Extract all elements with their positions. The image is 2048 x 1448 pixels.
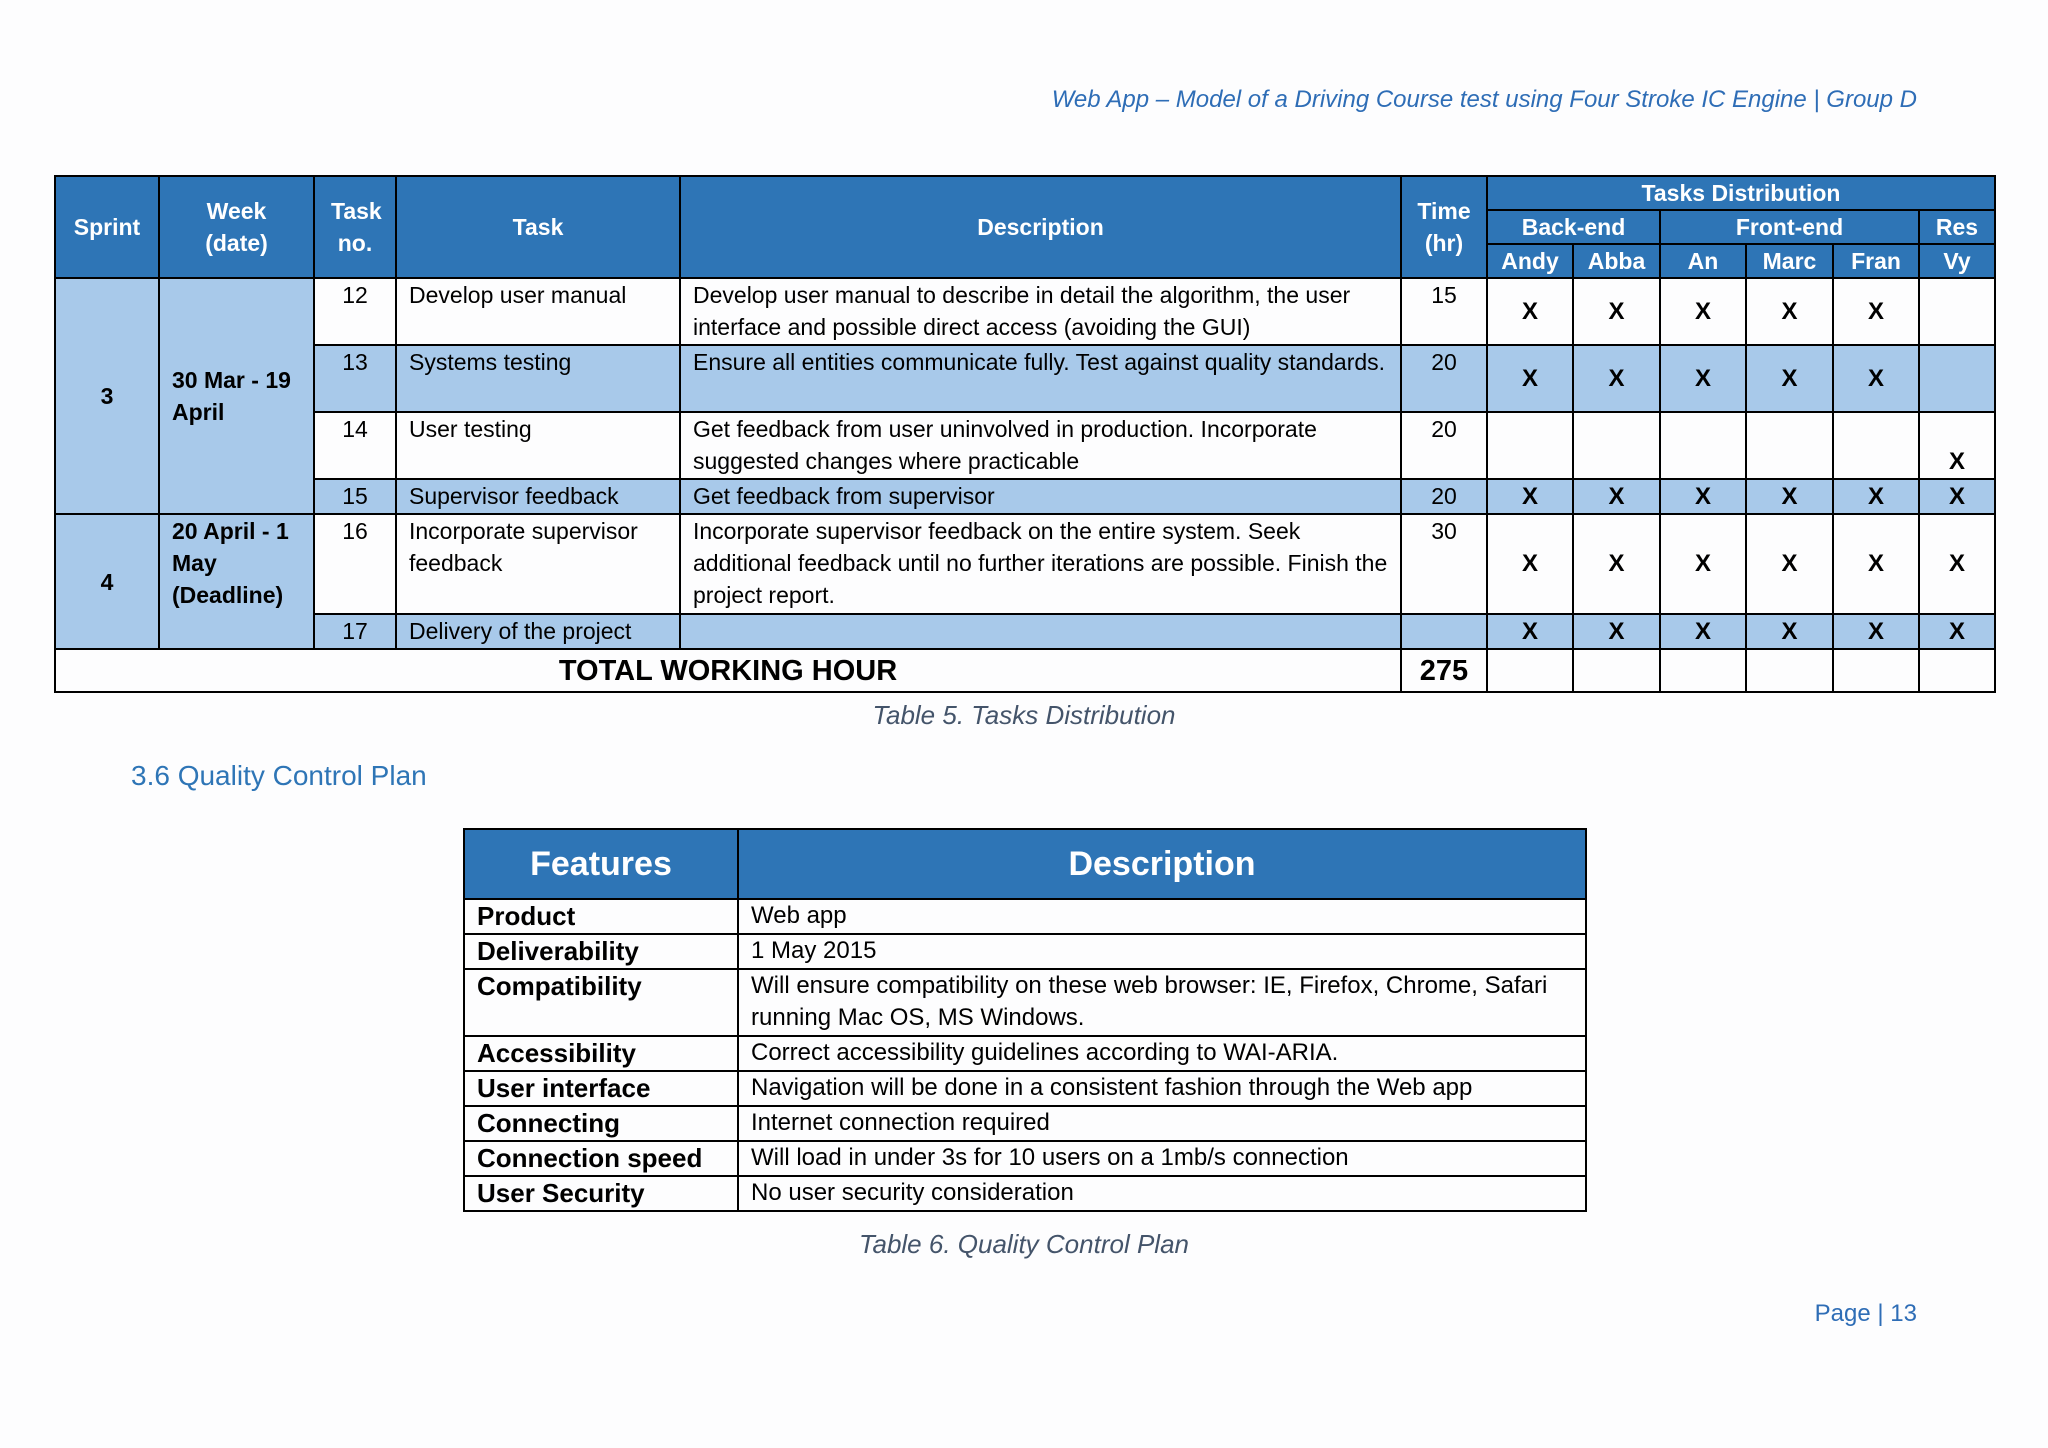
mark-cell: X bbox=[1746, 514, 1833, 614]
description-cell: Correct accessibility guidelines according to WAI-ARIA. bbox=[738, 1036, 1586, 1071]
mark-cell: X bbox=[1573, 514, 1660, 614]
member-vy: Vy bbox=[1919, 244, 1995, 278]
mark-cell bbox=[1833, 412, 1919, 479]
description-cell: Incorporate supervisor feedback on the entire system. Seek additional feedback until no further iterations are possible. Finish the project report. bbox=[680, 514, 1401, 614]
mark-cell: X bbox=[1487, 479, 1573, 514]
mark-cell: X bbox=[1746, 479, 1833, 514]
description-cell: Will load in under 3s for 10 users on a 1mb/s connection bbox=[738, 1141, 1586, 1176]
table-row bbox=[464, 1176, 1586, 1211]
header-backend: Back-end bbox=[1487, 210, 1660, 244]
mark-cell: X bbox=[1487, 514, 1573, 614]
mark-cell: X bbox=[1660, 479, 1746, 514]
mark-cell: X bbox=[1833, 479, 1919, 514]
mark-cell: X bbox=[1833, 278, 1919, 345]
empty-cell bbox=[1746, 649, 1833, 692]
section-heading: 3.6 Quality Control Plan bbox=[131, 760, 427, 791]
mark-cell bbox=[1660, 412, 1746, 479]
mark-cell: X bbox=[1919, 479, 1995, 514]
mark-cell: X bbox=[1833, 614, 1919, 649]
description-cell: Ensure all entities communicate fully. Test against quality standards. bbox=[680, 345, 1401, 412]
mark-cell: X bbox=[1487, 345, 1573, 412]
table-6-caption: Table 6. Quality Control Plan bbox=[858, 1229, 1189, 1259]
task-cell: Incorporate supervisor feedback bbox=[396, 514, 680, 614]
header-task: Task bbox=[396, 176, 680, 278]
member-an: An bbox=[1660, 244, 1746, 278]
quality-control-table bbox=[463, 828, 1587, 1212]
mark-cell: X bbox=[1746, 345, 1833, 412]
mark-cell: X bbox=[1573, 345, 1660, 412]
mark-cell: X bbox=[1833, 345, 1919, 412]
feature-cell: User interface bbox=[464, 1071, 738, 1106]
mark-cell: X bbox=[1660, 614, 1746, 649]
table-row bbox=[464, 1071, 1586, 1106]
mark-cell bbox=[1573, 412, 1660, 479]
member-marc: Marc bbox=[1746, 244, 1833, 278]
header-res: Res bbox=[1919, 210, 1995, 244]
time-cell: 15 bbox=[1401, 278, 1487, 345]
task-no-cell: 16 bbox=[314, 514, 396, 614]
feature-cell: Deliverability bbox=[464, 934, 738, 969]
table-row bbox=[55, 614, 1995, 649]
description-cell bbox=[680, 614, 1401, 649]
table-row bbox=[464, 969, 1586, 1036]
mark-cell: X bbox=[1919, 514, 1995, 614]
description-cell: No user security consideration bbox=[738, 1176, 1586, 1211]
mark-cell bbox=[1919, 278, 1995, 345]
header-frontend: Front-end bbox=[1660, 210, 1919, 244]
mark-cell: X bbox=[1919, 614, 1995, 649]
header-description: Description bbox=[680, 176, 1401, 278]
description-cell: 1 May 2015 bbox=[738, 934, 1586, 969]
description-cell: Navigation will be done in a consistent fashion through the Web app bbox=[738, 1071, 1586, 1106]
total-value: 275 bbox=[1401, 649, 1487, 692]
task-cell: Supervisor feedback bbox=[396, 479, 680, 514]
table-row bbox=[55, 479, 1995, 514]
running-header: Web App – Model of a Driving Course test using Four Stroke IC Engine | Group D bbox=[1051, 86, 1917, 113]
mark-cell bbox=[1487, 412, 1573, 479]
mark-cell: X bbox=[1746, 278, 1833, 345]
empty-cell bbox=[1487, 649, 1573, 692]
table-row bbox=[55, 278, 1995, 345]
task-no-cell: 13 bbox=[314, 345, 396, 412]
week-cell: 30 Mar - 19 April bbox=[159, 278, 314, 514]
mark-cell: X bbox=[1919, 412, 1995, 479]
table-row bbox=[464, 1141, 1586, 1176]
task-cell: Delivery of the project bbox=[396, 614, 680, 649]
time-cell: 20 bbox=[1401, 345, 1487, 412]
task-no-cell: 14 bbox=[314, 412, 396, 479]
description-cell: Get feedback from user uninvolved in production. Incorporate suggested changes where practicable bbox=[680, 412, 1401, 479]
mark-cell bbox=[1746, 412, 1833, 479]
feature-cell: Connection speed bbox=[464, 1141, 738, 1176]
mark-cell: X bbox=[1660, 514, 1746, 614]
header-tasks-distribution: Tasks Distribution bbox=[1487, 176, 1995, 210]
table-5-caption: Table 5. Tasks Distribution bbox=[872, 700, 1176, 730]
description-cell: Get feedback from supervisor bbox=[680, 479, 1401, 514]
feature-cell: Compatibility bbox=[464, 969, 738, 1036]
task-cell: Systems testing bbox=[396, 345, 680, 412]
mark-cell: X bbox=[1660, 345, 1746, 412]
table-row bbox=[464, 899, 1586, 934]
mark-cell: X bbox=[1487, 614, 1573, 649]
table-row bbox=[55, 412, 1995, 479]
description-cell: Internet connection required bbox=[738, 1106, 1586, 1141]
empty-cell bbox=[1833, 649, 1919, 692]
member-abba: Abba bbox=[1573, 244, 1660, 278]
time-cell bbox=[1401, 614, 1487, 649]
description-cell: Will ensure compatibility on these web browser: IE, Firefox, Chrome, Safari running Mac OS, MS Windows. bbox=[738, 969, 1586, 1036]
sprint-cell: 4 bbox=[55, 514, 159, 649]
empty-cell bbox=[1660, 649, 1746, 692]
mark-cell: X bbox=[1746, 614, 1833, 649]
mark-cell bbox=[1919, 345, 1995, 412]
empty-cell bbox=[1573, 649, 1660, 692]
table-row bbox=[55, 514, 1995, 614]
header-features: Features bbox=[464, 829, 738, 899]
time-cell: 20 bbox=[1401, 479, 1487, 514]
time-cell: 30 bbox=[1401, 514, 1487, 614]
table-row bbox=[55, 345, 1995, 412]
member-andy: Andy bbox=[1487, 244, 1573, 278]
feature-cell: Product bbox=[464, 899, 738, 934]
feature-cell: Accessibility bbox=[464, 1036, 738, 1071]
mark-cell: X bbox=[1660, 278, 1746, 345]
mark-cell: X bbox=[1573, 278, 1660, 345]
total-label: TOTAL WORKING HOUR bbox=[55, 649, 1401, 692]
feature-cell: User Security bbox=[464, 1176, 738, 1211]
task-no-cell: 17 bbox=[314, 614, 396, 649]
header-sprint: Sprint bbox=[55, 176, 159, 278]
total-row bbox=[55, 649, 1995, 692]
table-row bbox=[464, 934, 1586, 969]
description-cell: Develop user manual to describe in detail the algorithm, the user interface and possible direct access (avoiding the GUI) bbox=[680, 278, 1401, 345]
page-number: Page | 13 bbox=[1814, 1300, 1917, 1327]
empty-cell bbox=[1919, 649, 1995, 692]
description-cell: Web app bbox=[738, 899, 1586, 934]
task-no-cell: 15 bbox=[314, 479, 396, 514]
header-description: Description bbox=[738, 829, 1586, 899]
header-week: Week (date) bbox=[159, 176, 314, 278]
feature-cell: Connecting bbox=[464, 1106, 738, 1141]
task-no-cell: 12 bbox=[314, 278, 396, 345]
member-fran: Fran bbox=[1833, 244, 1919, 278]
time-cell: 20 bbox=[1401, 412, 1487, 479]
tasks-distribution-table bbox=[54, 175, 1996, 693]
task-cell: Develop user manual bbox=[396, 278, 680, 345]
week-cell: 20 April - 1 May (Deadline) bbox=[159, 514, 314, 649]
mark-cell: X bbox=[1573, 614, 1660, 649]
mark-cell: X bbox=[1573, 479, 1660, 514]
mark-cell: X bbox=[1487, 278, 1573, 345]
mark-cell: X bbox=[1833, 514, 1919, 614]
header-time: Time (hr) bbox=[1401, 176, 1487, 278]
table-row bbox=[464, 1036, 1586, 1071]
table-row bbox=[464, 1106, 1586, 1141]
header-task-no: Task no. bbox=[314, 176, 396, 278]
task-cell: User testing bbox=[396, 412, 680, 479]
sprint-cell: 3 bbox=[55, 278, 159, 514]
